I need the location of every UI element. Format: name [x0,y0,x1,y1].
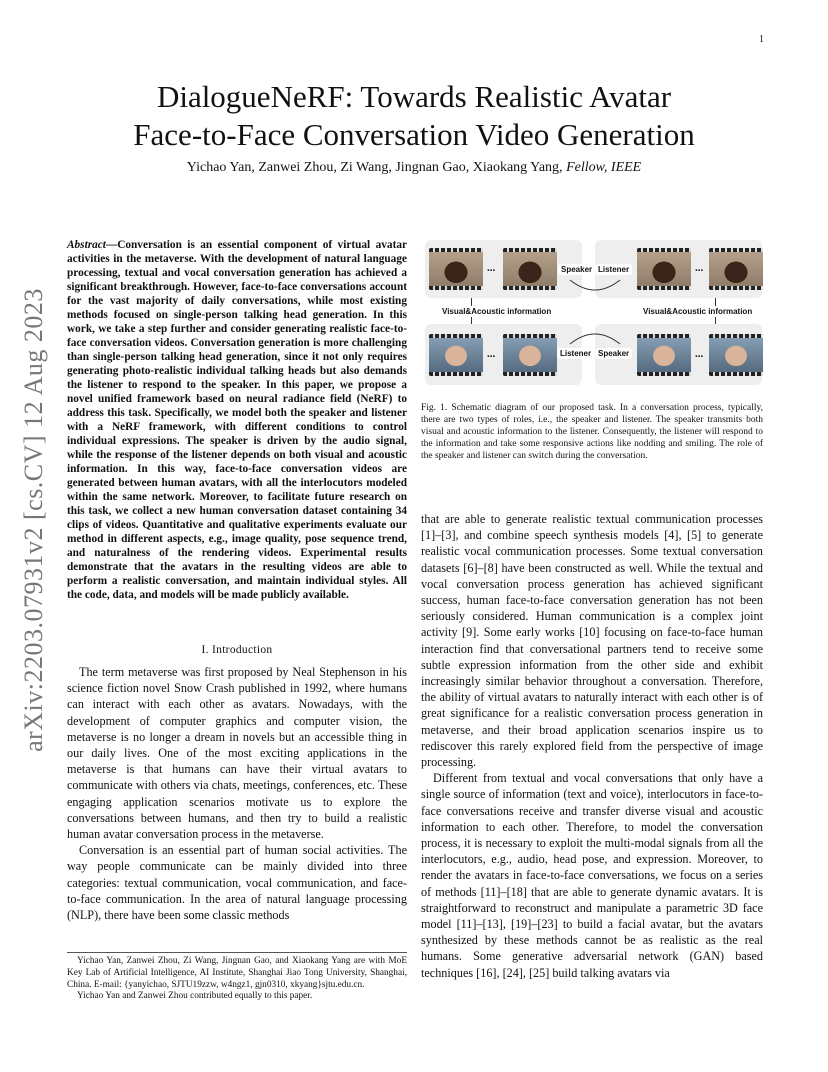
ellipsis-3: ... [487,348,496,360]
speaker-label-bottom: Speaker [595,348,632,359]
top-curved-arrow [565,276,625,300]
intro-paragraph-2: Conversation is an essential part of human social activities. The way people communicate can be mainly divided into three categories: textual communication, vocal communication, and face-to-face communication. In the area of natural language processing (NLP), there have been some classic methods [67,843,407,923]
info-label-right: Visual&Acoustic information [640,306,755,317]
abstract [67,238,407,602]
listener-frame-3 [429,334,483,376]
abstract-text: —Conversation is an essential component of virtual avatar activities in the metaverse. With the development of natural language processing, textual and vocal conversation generation has achieved a significant breakthrough. However, face-to-face conversations account for the vast majority of daily conversations, while most existing methods focused on single-person talking head generation. In this work, we take a step further and consider generating realistic face-to-face conversation videos. Conversation generation is more challenging than single-person talking head generation, since it not only requires generating photo-realistic individual talking heads but also demands the listener to respond to the speaker. In this paper, we propose a novel unified framework based on neural radiance field (NeRF) to address this task. Specifically, we model both the speaker and listener with a NeRF framework, with different conditions to control individual expressions. The speaker is driven by the audio signal, while the response of the listener depends on both visual and acoustic information. In this way, face-to-face conversation videos are generated between human avatars, with all the interlocutors modeled within the same network. Moreover, to facilitate future research on this task, we collect a new human conversation dataset containing 34 clips of videos. Quantitative and qualitative experiments evaluate our method in different aspects, e.g., image quality, pose sequence trend, and naturalness of the rendering videos. Experimental results demonstrate that the avatars in the resulting videos are able to perform a realistic conversation, and maintain individual styles. All the code, data, and models will be made publicly available. [67,239,407,601]
paper-title [60,78,768,154]
title-line-1: DialogueNeRF: Towards Realistic Avatar [156,79,672,114]
right-paragraph-2: Different from textual and vocal conversations that only have a single source of information (text and voice), interlocutors in face-to-face conversations receive and transfer diverse visual and acoustic information to each other. Therefore, to model the conversation process, it is necessary to exploit the multi-modal signals from all the interlocutors, e.g., audio, head pose, and expression. Moreover, to render the avatars in face-to-face conversations, we focus on a series of methods [11]–[18] that are able to generate dynamic avatars. It is straightforward to reconstruct and manipulate a parametric 3D face model [11]–[13], [19]–[23] to build a facial avatar, but the avatars synthesized by these methods cannot be as realistic as the real humans. Some generative adversarial network (GAN) based techniques [16], [24], [25] build talking avatars via [421,771,763,980]
speaker-frame-3 [637,334,691,376]
abstract-label: Abstract [67,239,106,251]
speaker-frame-2 [503,248,557,290]
speaker-frame-4 [709,334,763,376]
title-line-2: Face-to-Face Conversation Video Generation [133,117,695,152]
footnotes [67,952,407,1003]
right-column-text [421,511,763,981]
intro-paragraph-1: The term metaverse was first proposed by Neal Stephenson in his science fiction novel Snow Crash published in 1992, where humans can interact with each other as avatars. Nowadays, with the development of computer graphics and computer vision, the metaverse is no longer a dream in novels but an accessible thing in our daily lives. One of the most exciting applications in the metaverse is that humans can have their virtual avatars to communicate with others via chats, meetings, conferences, etc. These engaging application scenarios motivate us to explore the conversations between humans, and then try to build a realistic human avatar conversation process in the metaverse. [67,665,407,842]
ellipsis-2: ... [695,262,704,274]
arxiv-id: arXiv:2203.07931v2 [cs.CV] 12 Aug 2023 [19,288,48,752]
ellipsis-4: ... [695,348,704,360]
listener-frame-1 [637,248,691,290]
authors-names: Yichao Yan, Zanwei Zhou, Zi Wang, Jingnan Gao, Xiaokang Yang, [186,160,563,175]
speaker-label-top: Speaker [558,264,595,275]
introduction-text [67,664,407,923]
listener-label-bottom: Listener [557,348,594,359]
listener-label-top: Listener [595,264,632,275]
section-heading-introduction: I. Introduction [201,644,273,656]
listener-frame-2 [709,248,763,290]
footnote-equal-contribution: Yichao Yan and Zanwei Zhou contributed equally to this paper. [77,991,313,1002]
author-list [60,160,768,176]
info-label-left: Visual&Acoustic information [439,306,554,317]
figure-1-caption: Fig. 1. Schematic diagram of our proposed task. In a conversation process, typically, there are two types of roles, i.e., the speaker and listener. The speaker transmits both visual and acoustic information to the listener. Consequently, the listener will respond to the information and take some responsive actions like nodding and smiling. The role of the speaker and listener can switch during the conversation. [421,403,763,461]
footnote-affiliation: Yichao Yan, Zanwei Zhou, Zi Wang, Jingnan Gao, and Xiaokang Yang are with MoE Key Lab of Artificial Intelligence, AI Institute, Shanghai Jiao Tong University, Shanghai, China. E-mail: {yanyichao, SJTU19zzw, w4ngz1, gjn0310, xkyang}sjtu.edu.cn. [67,956,407,990]
speaker-frame-1 [429,248,483,290]
listener-frame-4 [503,334,557,376]
ellipsis-1: ... [487,262,496,274]
arxiv-sidebar-stamp [14,280,54,760]
figure-1-diagram [425,240,762,385]
bottom-curved-arrow [565,324,625,348]
authors-suffix: Fellow, IEEE [566,160,642,175]
right-paragraph-1: that are able to generate realistic textual communication processes [1]–[3], and combine speech synthesis models [4], [5] to generate realistic vocal communication processes. Some textual conversation datasets [6]–[8] have been constructed as well. While the textual and vocal conversation process generation has achieved significant success, human face-to-face conversation generation has not been seriously considered. Human communication is a complex joint activity [9]. Some early works [10] focusing on face-to-face human interaction find that conversational partners tend to receive some subtle expression information from the other side and exhibit increasingly similar behavior throughout a conversation. Therefore, the ability of virtual avatars to naturally interact with each other is of great significance for a realistic conversation process generation in metaverse, and their broad application scenarios inspire us to rediscover this rarely explored field from the perspective of image processing. [421,512,763,770]
page-number: 1 [759,34,764,45]
